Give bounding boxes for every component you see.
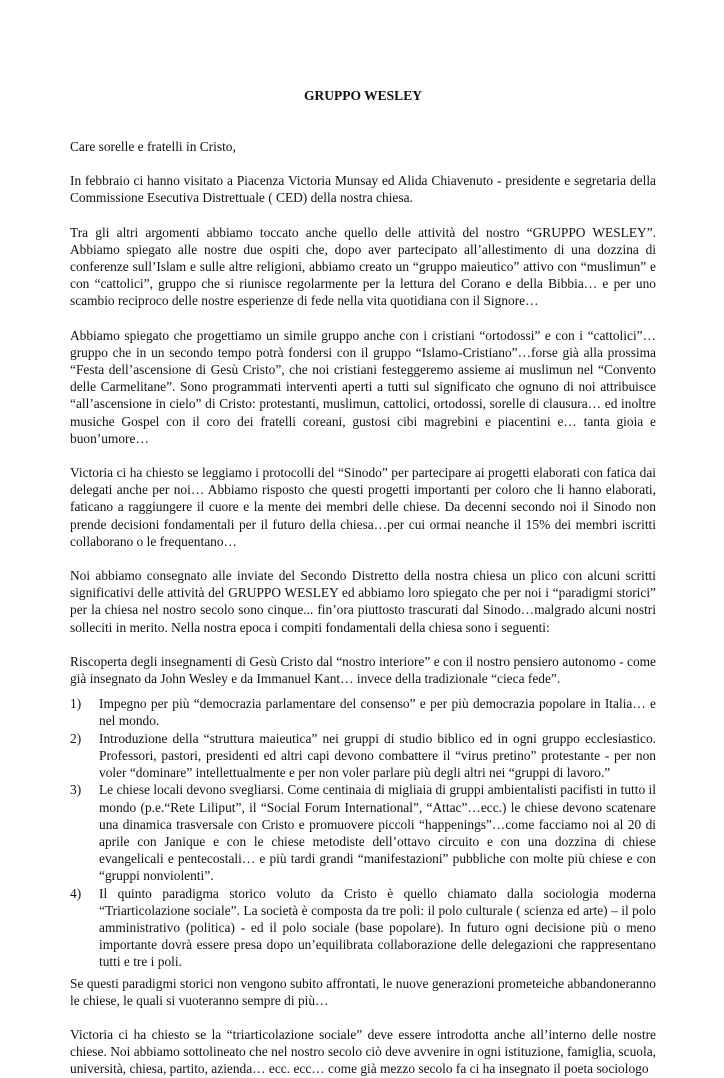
list-item-text: Le chiese locali devono svegliarsi. Come centinaia di migliaia di gruppi ambientalisti pacifisti in tutto il mondo (p.e.“Rete Liliput”, il “Social Forum International”, “Attac”…ecc.) le chiese devono scatenare una dinamica trasversale con Cristo e promuovere piccoli “happenings”…come facciamo noi al 20 di aprile con Janique e con le chiese metodiste dell’ottavo circuito e con una dozzina di chiese evangelicali e pentecostali… e più tardi grandi “manifestazioni” pubbliche con molte più chiese e con “gruppi nonviolenti”.: [99, 782, 656, 884]
list-item-number: 4): [70, 885, 82, 901]
list-item: [70, 885, 656, 971]
paragraph-sinodo: Victoria ci ha chiesto se leggiamo i protocolli del “Sinodo” per partecipare ai progetti elaborati con fatica dai delegati anche per noi… Abbiamo risposto che questi progetti importanti per coloro che li hanno elaborati, faticano a raggiungere il cuore e la mente dei membri delle chiese. Da decenni secondo noi il Sinodo non prende decisioni fondamentali per il futuro della chiesa…per cui ormai neanche il 15% dei membri iscritti collaborano o le frequentano…: [70, 465, 656, 549]
list-item-number: 1): [70, 696, 82, 712]
list-item-number: 3): [70, 782, 82, 798]
paragraph-gruppo-maieutico: Tra gli altri argomenti abbiamo toccato anche quello delle attività del nostro “GRUPPO WESLEY”. Abbiamo spiegato alle nostre due ospiti che, dopo aver partecipato all’allestimento di una dozzina di conferenze sull’Islam e sulle altre religioni, abbiamo creato un “gruppo maieutico” attivo con “muslimun” e con “cattolici”, gruppo che si riunisce regolarmente per la lettura del Corano e della Bibbia… e per uno scambio reciproco delle nostre esperienze di fede nella vita quotidiana con il Signore…: [70, 224, 656, 309]
list-item-text: Introduzione della “struttura maieutica” nei gruppi di studio biblico ed in ogni gruppo ecclesiastico. Professori, pastori, presidenti ed altri capi devono combattere il “virus pretino” protestante - per non voler “dominare” intellettualmente e per non voler parlare più degli altri nei “gruppi di lavoro.”: [99, 730, 656, 781]
paragraph-ascensione: Abbiamo spiegato che progettiamo un simile gruppo anche con i cristiani “ortodossi” e con i “cattolici”… gruppo che in un secondo tempo potrà fondersi con il gruppo “Islamo-Cristiano”…forse già alla prossima “Festa dell’ascensione di Gesù Cristo”, che noi cristiani festeggeremo assieme ai muslimun nel “Convento delle Carmelitane”. Sono programmati interventi aperti a tutti sul significato che ognuno di noi attribuisce “all’ascensione in cielo” di Cristo: protestanti, muslimun, cattolici, ortodossi, sorelle di clausura… ed inoltre musiche Gospel con il coro dei fratelli coreani, gustosi cibi magrebini e piacentini e… tanta gioia e buon’umore…: [70, 327, 656, 446]
paragraph-triarticolazione: Victoria ci ha chiesto se la “triarticolazione sociale” deve essere introdotta anche all’interno delle nostre chiese. Noi abbiamo sottolineato che nel nostro secolo ciò deve avvenire in ogni istituzione, famiglia, scuola, università, chiesa, partito, azienda… ecc. ecc… come già mezzo secolo fa ci ha insegnato il poeta sociologo: [70, 1026, 656, 1077]
paragraph-paradigmi: Noi abbiamo consegnato alle inviate del Secondo Distretto della nostra chiesa un plico con alcuni scritti significativi delle attività del GRUPPO WESLEY ed abbiamo loro spiegato che per noi i “paradigmi storici” per la chiesa nel nostro secolo sono cinque... fin’ora piuttosto trascurati dal Sinodo…malgrado alcuni nostri solleciti in merito. Nella nostra epoca i compiti fondamentali della chiesa sono i seguenti:: [70, 568, 656, 635]
list-item-text: Il quinto paradigma storico voluto da Cristo è quello chiamato dalla sociologia moderna “Triarticolazione sociale”. La società è composta da tre poli: il polo culturale ( scienza ed arte) – il polo amministrativo (politica) - ed il polo sociale (base popolare). In futuro ogni decisione più o meno importante dovrà essere presa dopo un’equilibrata collaborazione delle delegazioni che rappresentano tutti e tre i poli.: [99, 885, 656, 970]
document-body: [70, 87, 656, 1078]
paragraph-conclusion: Se questi paradigmi storici non vengono subito affrontati, le nuove generazioni prometeiche abbandoneranno le chiese, le quali si vuoteranno sempre di più…: [70, 975, 656, 1008]
document-title: GRUPPO WESLEY: [304, 88, 422, 103]
list-item: [70, 695, 656, 729]
paragraph-visit: In febbraio ci hanno visitato a Piacenza Victoria Munsay ed Alida Chiavenuto - presidente e segretaria della Commissione Esecutiva Distrettuale ( CED) della nostra chiesa.: [70, 173, 656, 206]
paradigm-list: [70, 695, 656, 970]
paragraph-riscoperta: Riscoperta degli insegnamenti di Gesù Cristo dal “nostro interiore” e con il nostro pensiero autonomo - come già insegnato da John Wesley e da Immanuel Kant… invece della tradizionale “cieca fede”.: [70, 653, 656, 687]
list-item: [70, 781, 656, 884]
list-item: [70, 730, 656, 782]
salutation: Care sorelle e fratelli in Cristo,: [70, 139, 236, 154]
list-item-text: Impegno per più “democrazia parlamentare del consenso” e per più democrazia popolare in Italia… e nel mondo.: [99, 696, 656, 729]
list-item-number: 2): [70, 730, 82, 746]
